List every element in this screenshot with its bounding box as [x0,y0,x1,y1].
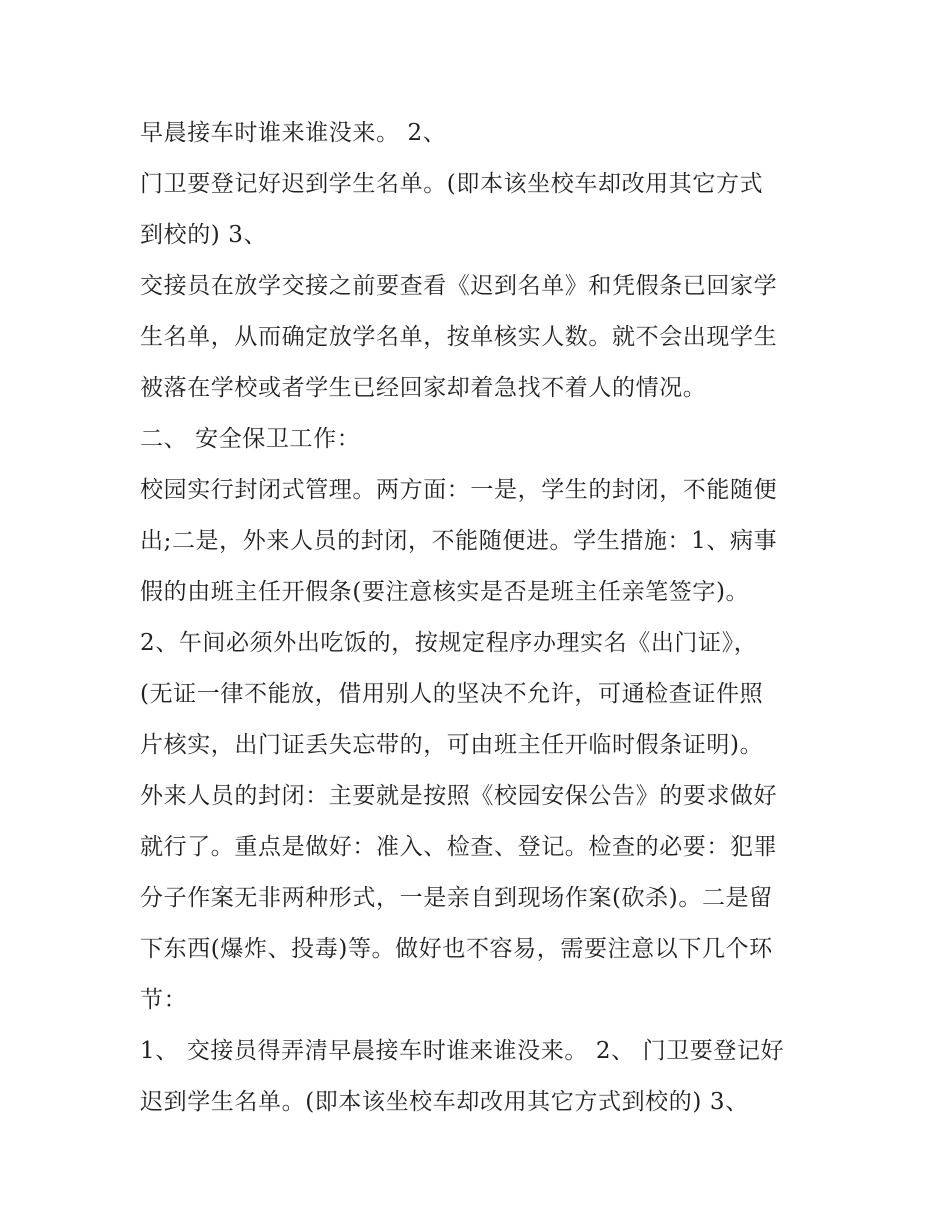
document-body [140,108,830,1128]
text-line: 生名单，从而确定放学名单，按单核实人数。就不会出现学生 [140,324,778,350]
text-line: 校园实行封闭式管理。两方面：一是，学生的封闭，不能随便 [140,477,778,503]
text-line: 出;二是，外来人员的封闭，不能随便进。学生措施：1、病事 [140,528,778,554]
text-line: 迟到学生名单。(即本该坐校车却改用其它方式到校的) 3、 [140,1089,749,1115]
text-line: 早晨接车时谁来谁没来。 2、 [140,120,447,146]
text-line: 外来人员的封闭：主要就是按照《校园安保公告》的要求做好 [140,783,778,809]
text-line: 就行了。重点是做好：准入、检查、登记。检查的必要：犯罪 [140,834,778,860]
section-heading: 二、 安全保卫工作： [140,426,361,452]
text-line: 片核实，出门证丢失忘带的，可由班主任开临时假条证明)。 [140,732,764,758]
text-line: 2、午间必须外出吃饭的，按规定程序办理实名《出门证》， [140,630,758,656]
text-line: (无证一律不能放，借用别人的坚决不允许，可通检查证件照 [140,681,764,707]
text-line: 下东西(爆炸、投毒)等。做好也不容易，需要注意以下几个环 [140,936,773,962]
text-line: 分子作案无非两种形式，一是亲自到现场作案(砍杀)。二是留 [140,885,773,911]
text-line: 假的由班主任开假条(要注意核实是否是班主任亲笔签字)。 [140,579,750,605]
text-line: 被落在学校或者学生已经回家却着急找不着人的情况。 [140,375,707,401]
text-line: 门卫要登记好迟到学生名单。(即本该坐校车却改用其它方式 [140,171,764,197]
text-line: 节： [140,987,188,1013]
text-line: 交接员在放学交接之前要查看《迟到名单》和凭假条已回家学 [140,273,778,299]
text-line: 1、 交接员得弄清早晨接车时谁来谁没来。 2、 门卫要登记好 [140,1038,785,1064]
text-line: 到校的) 3、 [140,222,268,248]
